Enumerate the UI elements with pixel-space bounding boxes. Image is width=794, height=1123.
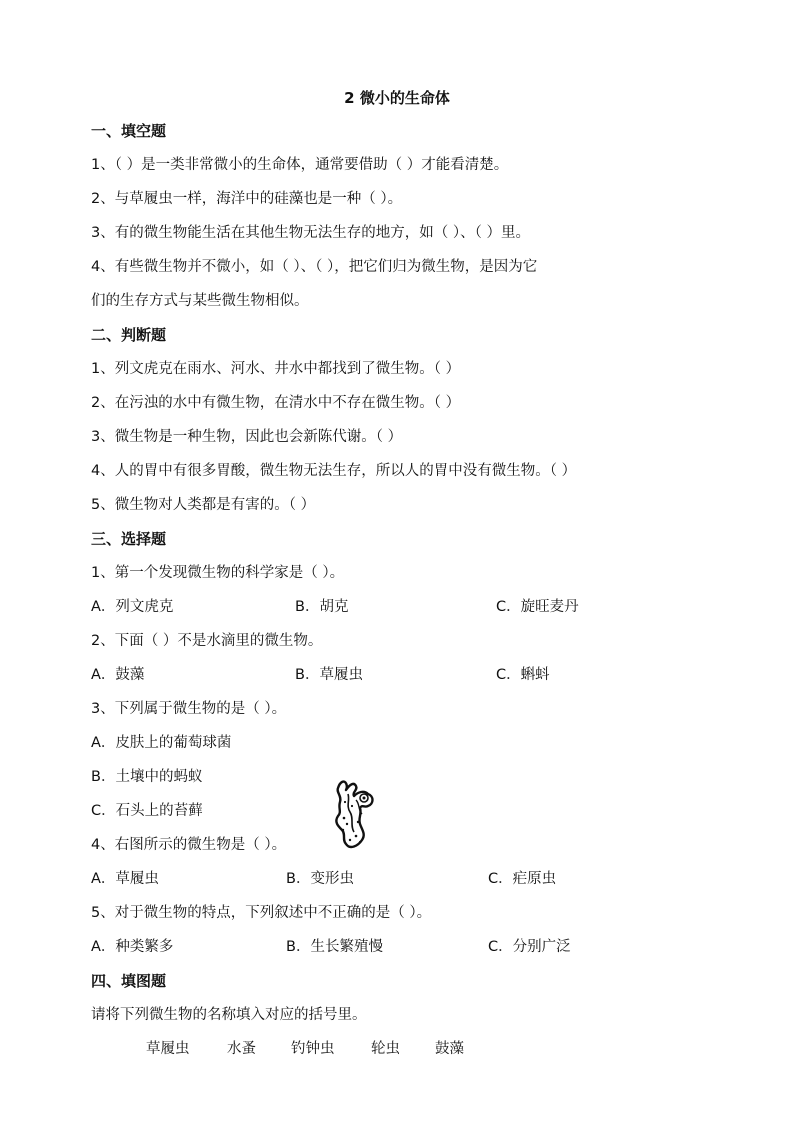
- true-false-question-4: 4、人的胃中有很多胃酸，微生物无法生存，所以人的胃中没有微生物。（ ）: [91, 463, 577, 479]
- choice-q1-option-a: A．列文虎克: [91, 599, 174, 615]
- choice-q2-option-c: C．蝌蚪: [496, 667, 550, 683]
- page-title: 2 微小的生命体: [344, 89, 450, 107]
- section-heading-true-false: 二、判断题: [91, 326, 167, 344]
- choice-q3-option-c: C．石头上的苔藓: [91, 803, 203, 819]
- choice-q5-option-c: C．分别广泛: [488, 939, 571, 955]
- word-bank-item: 鼓藻: [435, 1041, 464, 1057]
- choice-question-5: 5、对于微生物的特点，下列叙述中不正确的是（ ）。: [91, 905, 432, 921]
- amoeba-illustration-icon: [332, 778, 376, 854]
- choice-question-4: 4、右图所示的微生物是（ ）。: [91, 837, 287, 853]
- choice-q1-option-b: B．胡克: [295, 599, 349, 615]
- true-false-question-5: 5、微生物对人类都是有害的。（ ）: [91, 497, 316, 513]
- fill-blank-question-1: 1、（ ）是一类非常微小的生命体，通常要借助（ ）才能看清楚。: [91, 157, 509, 173]
- word-bank-item: 草履虫: [146, 1041, 190, 1057]
- fill-blank-question-4: 4、有些微生物并不微小，如（ ）、（ ），把它们归为微生物，是因为它: [91, 259, 538, 275]
- true-false-question-3: 3、微生物是一种生物，因此也会新陈代谢。（ ）: [91, 429, 403, 445]
- choice-q2-option-b: B．草履虫: [295, 667, 363, 683]
- section-heading-fill-diagram: 四、填图题: [91, 972, 167, 990]
- section-heading-fill-blank: 一、填空题: [91, 122, 167, 140]
- fill-blank-question-2: 2、与草履虫一样，海洋中的硅藻也是一种（ ）。: [91, 191, 403, 207]
- word-bank-item: 水蚤: [227, 1041, 256, 1057]
- fill-blank-question-4-continued: 们的生存方式与某些微生物相似。: [91, 293, 309, 309]
- section-heading-multiple-choice: 三、选择题: [91, 530, 167, 548]
- fill-blank-question-3: 3、有的微生物能生活在其他生物无法生存的地方，如（ ）、（ ）里。: [91, 225, 530, 241]
- choice-question-2: 2、下面（ ）不是水滴里的微生物。: [91, 633, 323, 649]
- choice-question-1: 1、第一个发现微生物的科学家是（ ）。: [91, 565, 345, 581]
- choice-q4-option-a: A．草履虫: [91, 871, 159, 887]
- choice-q5-option-b: B．生长繁殖慢: [286, 939, 383, 955]
- fill-diagram-instruction: 请将下列微生物的名称填入对应的括号里。: [91, 1007, 367, 1023]
- true-false-question-2: 2、在污浊的水中有微生物，在清水中不存在微生物。（ ）: [91, 395, 461, 411]
- choice-q4-option-c: C．疟原虫: [488, 871, 557, 887]
- word-bank-item: 钓钟虫: [291, 1041, 335, 1057]
- choice-question-3: 3、下列属于微生物的是（ ）。: [91, 701, 287, 717]
- choice-q1-option-c: C．旋旺麦丹: [496, 599, 579, 615]
- word-bank-item: 轮虫: [371, 1041, 400, 1057]
- choice-q4-option-b: B．变形虫: [286, 871, 354, 887]
- choice-q5-option-a: A．种类繁多: [91, 939, 174, 955]
- choice-q3-option-b: B．土壤中的蚂蚁: [91, 769, 203, 785]
- choice-q2-option-a: A．鼓藻: [91, 667, 145, 683]
- true-false-question-1: 1、列文虎克在雨水、河水、井水中都找到了微生物。（ ）: [91, 361, 461, 377]
- choice-q3-option-a: A．皮肤上的葡萄球菌: [91, 735, 232, 751]
